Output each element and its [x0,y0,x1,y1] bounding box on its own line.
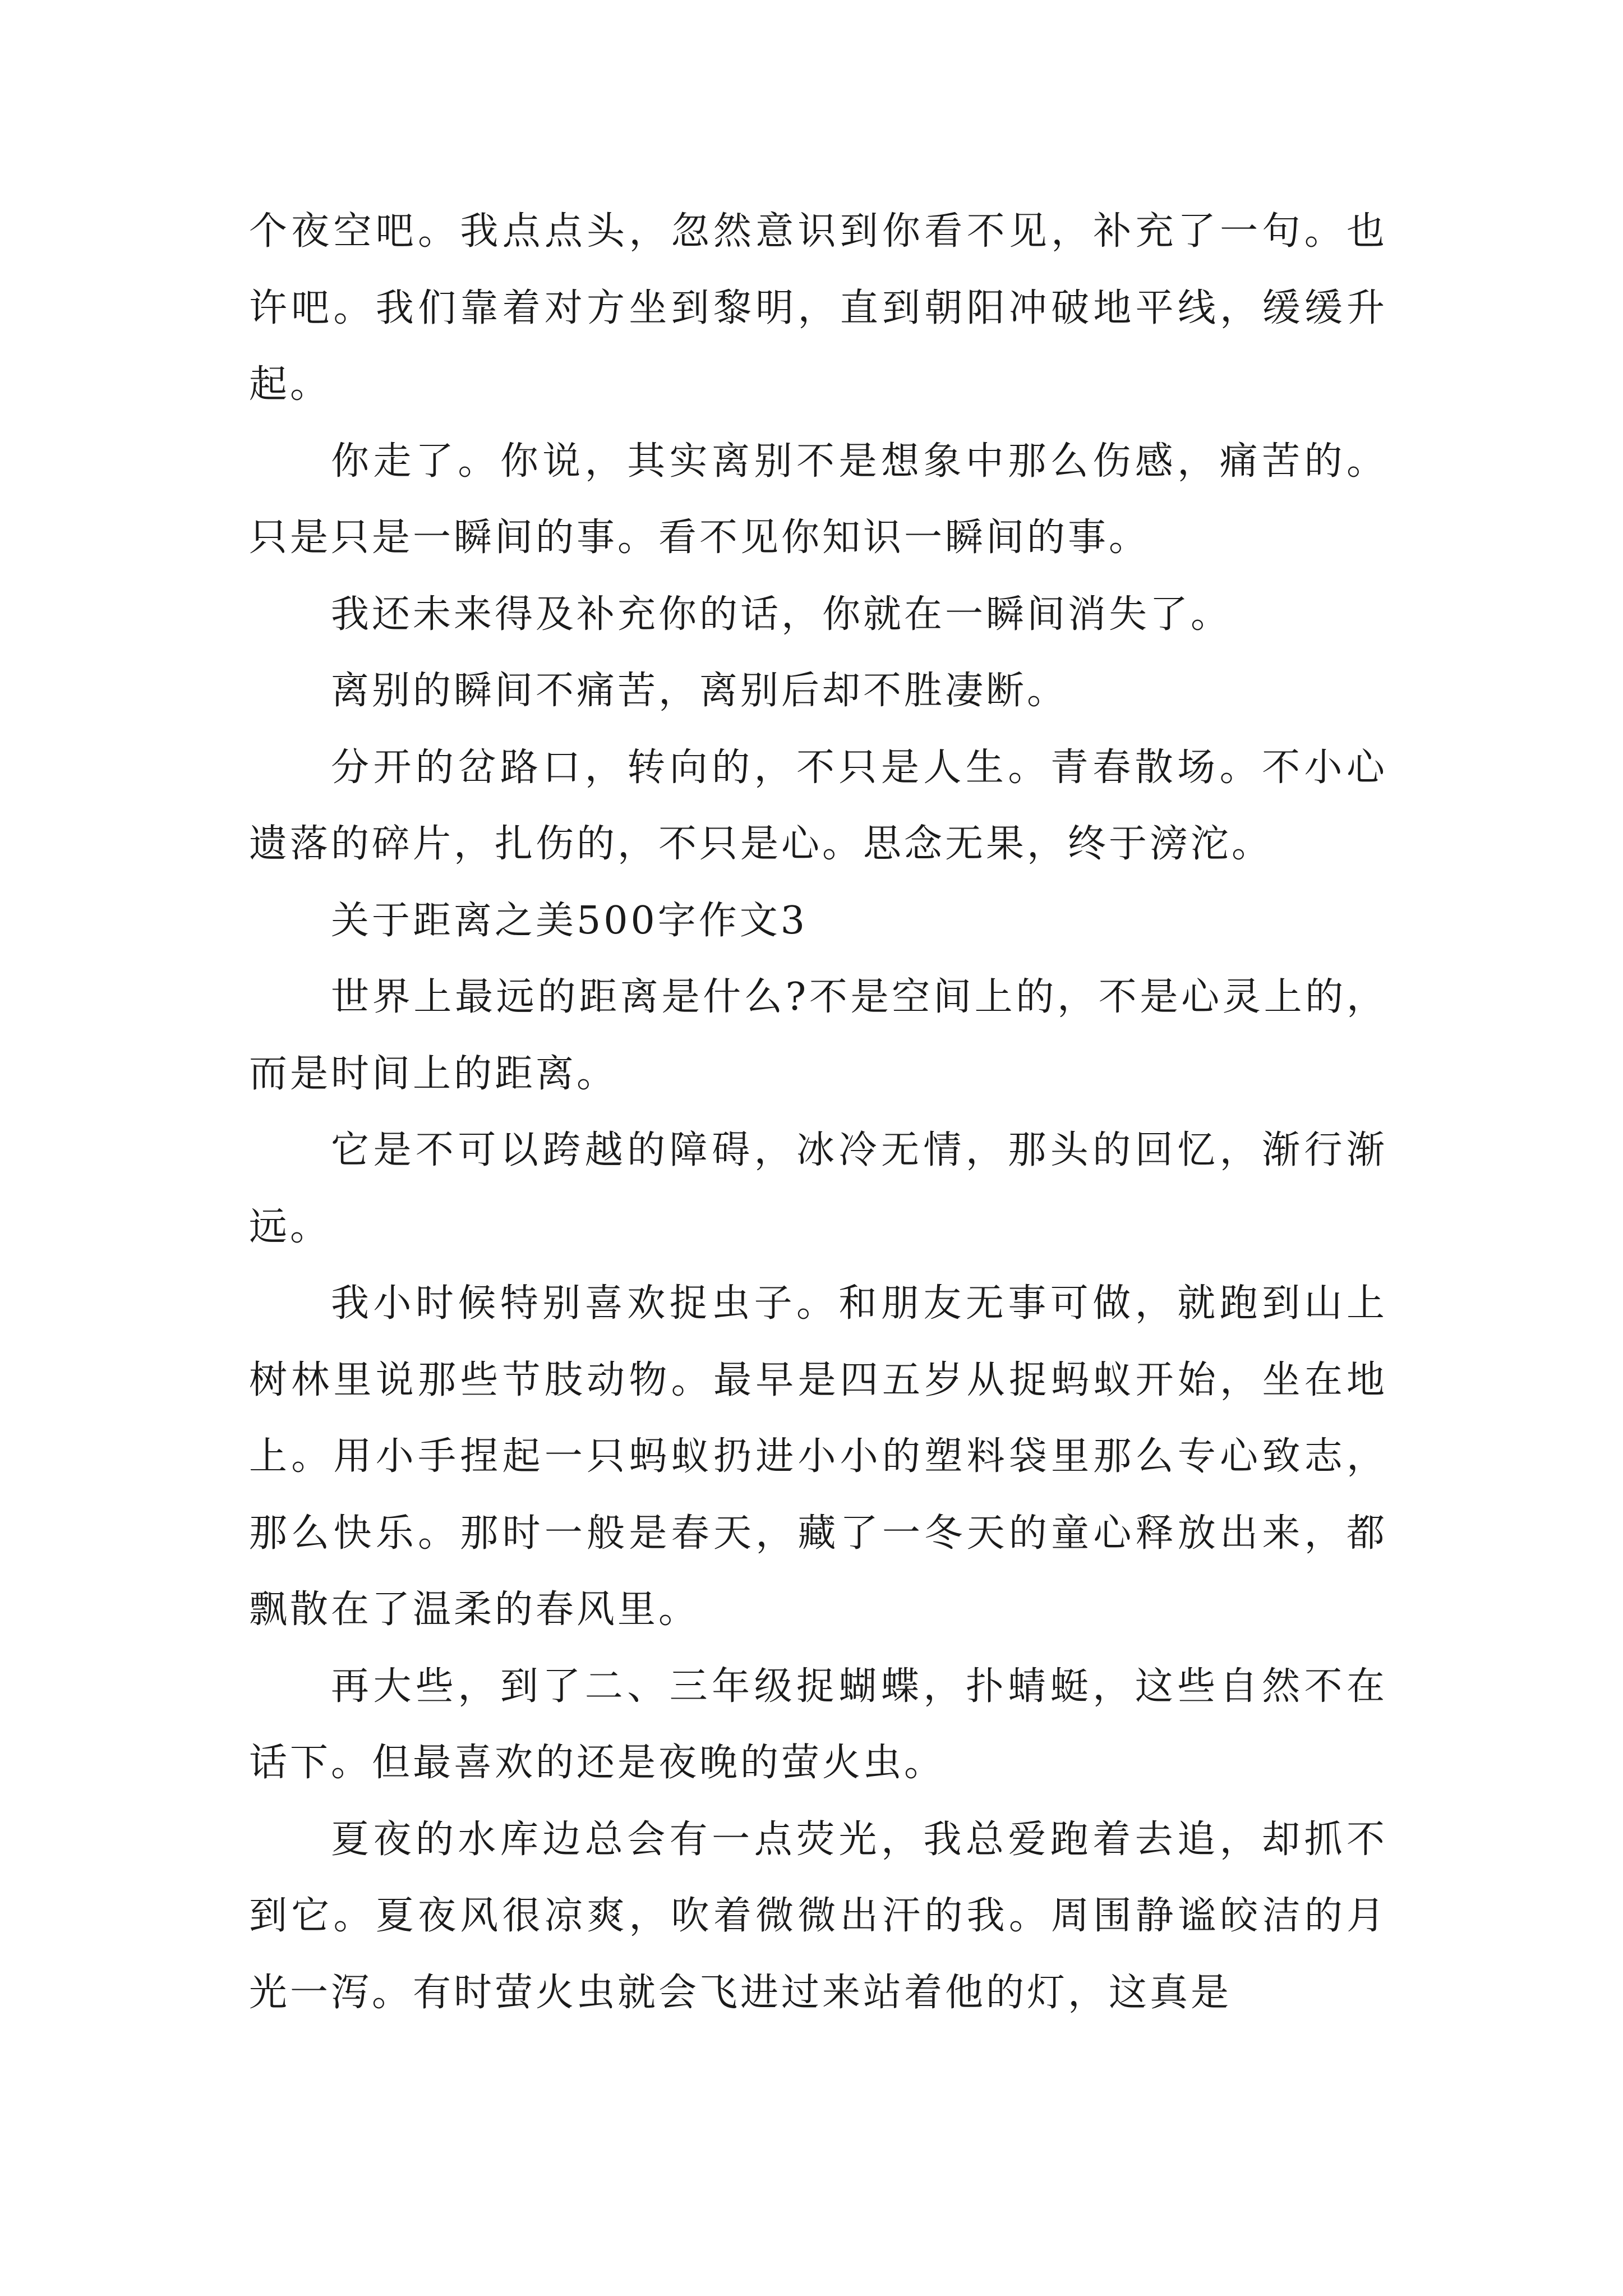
paragraph: 再大些，到了二、三年级捉蝴蝶，扑蜻蜓，这些自然不在话下。但最喜欢的还是夜晚的萤火虫。 [249,1664,1387,1785]
document-body [249,194,1387,2031]
paragraph: 夏夜的水库边总会有一点荧光，我总爱跑着去追，却抓不到它。夏夜风很凉爽，吹着微微出汗的我。周围静谧皎洁的月光一泻。有时萤火虫就会飞进过来站着他的灯，这真是 [249,1817,1387,2015]
paragraph: 它是不可以跨越的障碍，冰冷无情，那头的回忆，渐行渐远。 [249,1128,1387,1249]
paragraph-continued: 个夜空吧。我点点头，忽然意识到你看不见，补充了一句。也许吧。我们靠着对方坐到黎明，直到朝阳冲破地平线，缓缓升起。 [249,209,1387,407]
paragraph: 你走了。你说，其实离别不是想象中那么伤感，痛苦的。只是只是一瞬间的事。看不见你知识一瞬间的事。 [249,439,1387,560]
paragraph: 世界上最远的距离是什么?不是空间上的，不是心灵上的，而是时间上的距离。 [249,975,1387,1096]
paragraph: 离别的瞬间不痛苦，离别后却不胜凄断。 [331,669,1068,713]
paragraph: 我还未来得及补充你的话，你就在一瞬间消失了。 [331,592,1232,637]
paragraph: 分开的岔路口，转向的，不只是人生。青春散场。不小心遗落的碎片，扎伤的，不只是心。思念无果，终于滂沱。 [249,745,1387,866]
paragraph: 我小时候特别喜欢捉虫子。和朋友无事可做，就跑到山上树林里说那些节肢动物。最早是四五岁从捉蚂蚁开始，坐在地上。用小手捏起一只蚂蚁扔进小小的塑料袋里那么专心致志，那么快乐。那时一般是春天，藏了一冬天的童心释放出来，都飘散在了温柔的春风里。 [249,1281,1387,1632]
section-heading: 关于距离之美500字作文3 [331,898,808,943]
